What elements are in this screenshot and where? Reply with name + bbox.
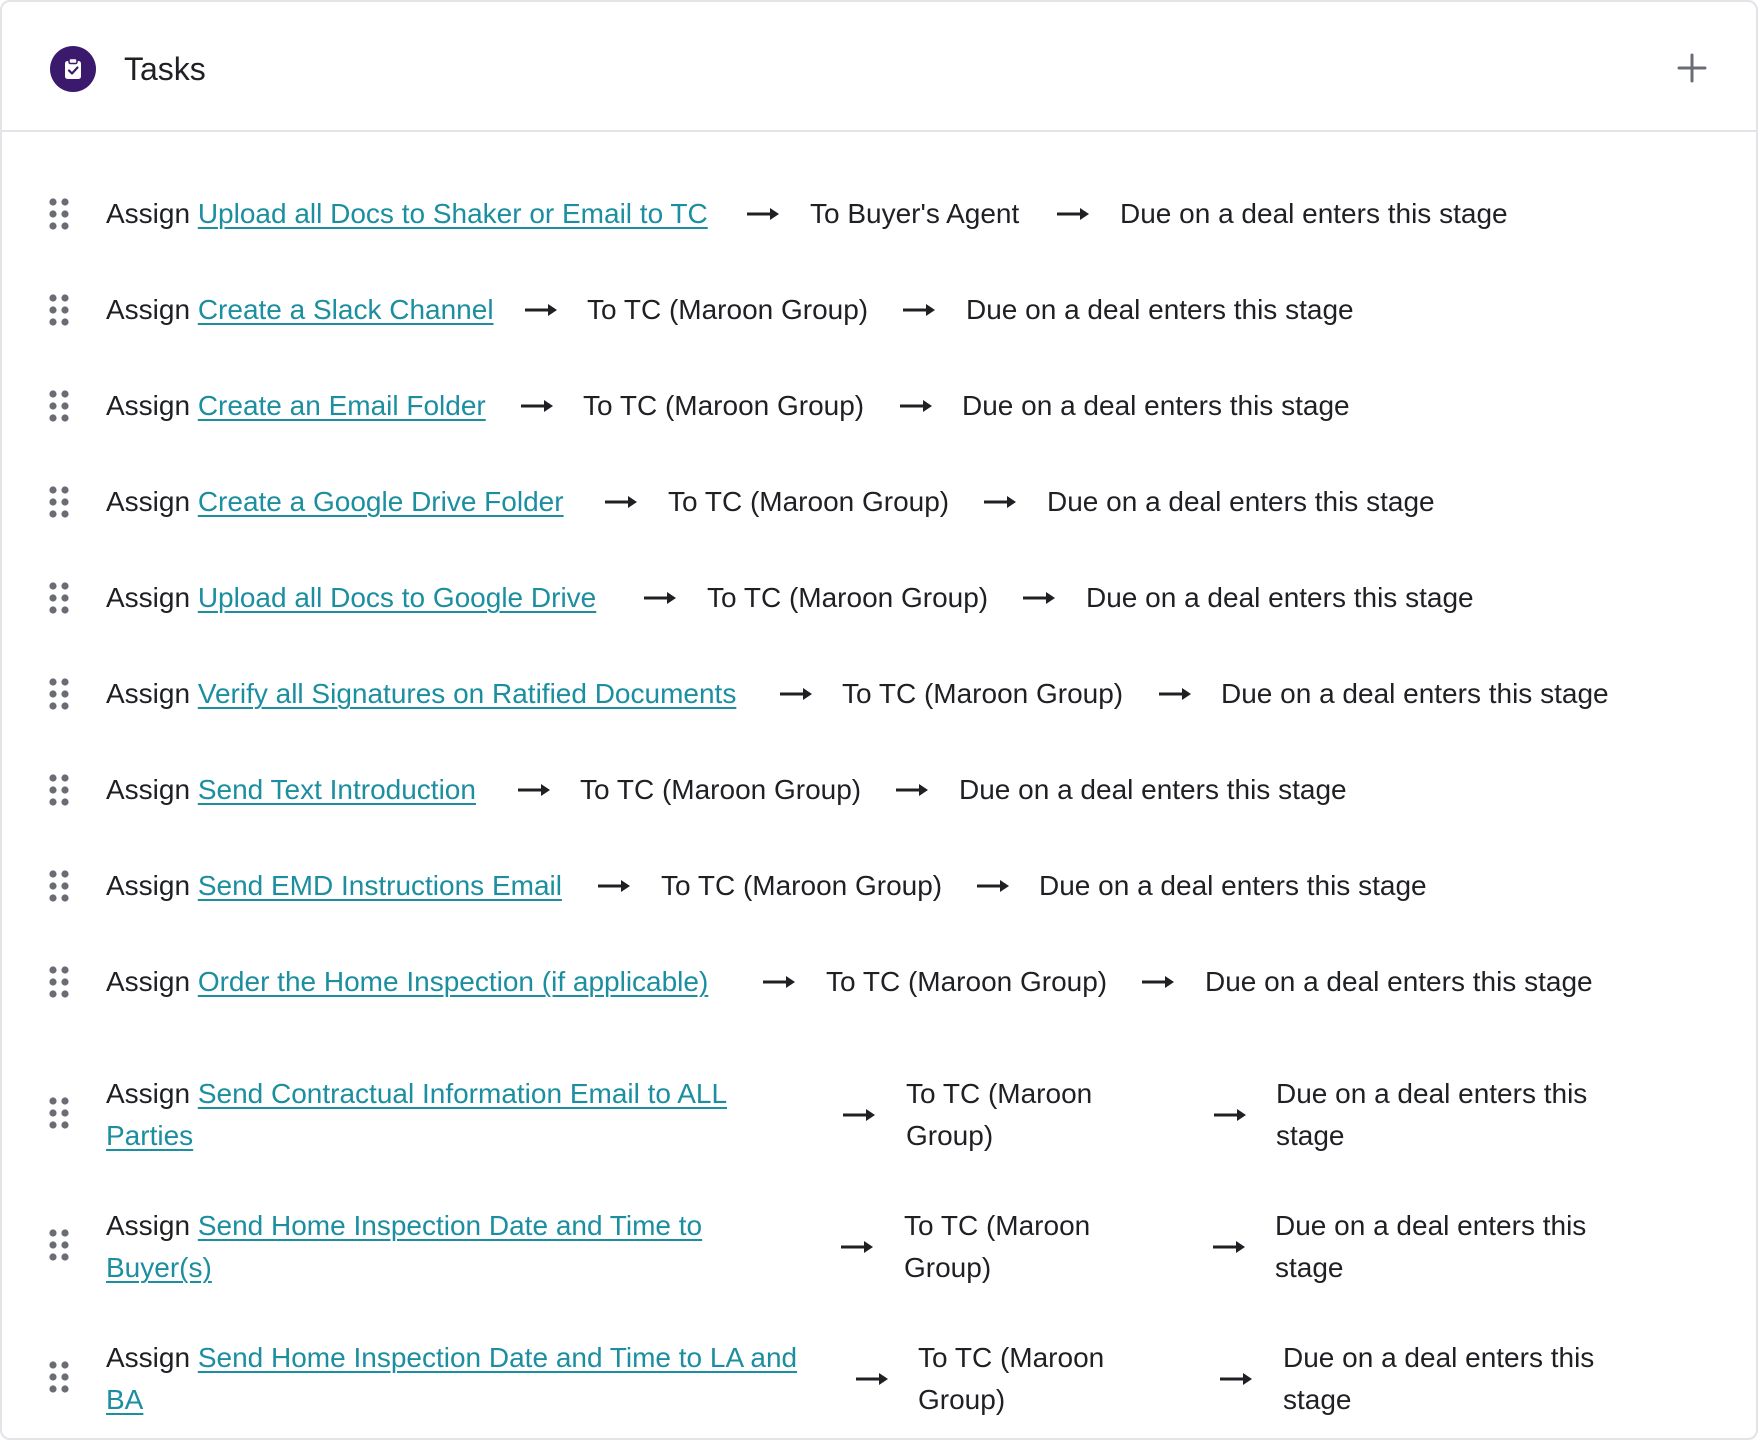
task-description	[106, 385, 486, 427]
arrow-right-icon	[517, 769, 551, 811]
task-assignee: To TC (Maroon Group)	[583, 390, 865, 421]
assign-label: Assign	[106, 198, 191, 229]
task-due: Due on a deal enters this stage	[966, 294, 1354, 325]
task-description	[106, 577, 596, 619]
arrow-right-icon	[899, 385, 933, 427]
arrow-right-icon	[643, 577, 677, 619]
task-description	[106, 1205, 806, 1289]
task-assignee: To TC (Maroon Group)	[580, 774, 862, 805]
drag-handle-icon[interactable]	[48, 485, 70, 519]
task-description	[106, 481, 564, 523]
arrow-right-icon	[902, 289, 936, 331]
drag-handle-icon[interactable]	[48, 293, 70, 327]
task-due: Due on a deal enters this stage	[1047, 486, 1435, 517]
arrow-right-icon	[524, 289, 558, 331]
assign-label: Assign	[106, 1342, 191, 1373]
task-due: Due on a deal enters this stage	[1120, 198, 1508, 229]
task-description	[106, 193, 708, 235]
task-description	[106, 1337, 826, 1421]
task-description	[106, 961, 708, 1003]
assign-label: Assign	[106, 966, 191, 997]
task-assignee: To TC (Maroon Group)	[842, 678, 1124, 709]
drag-handle-icon[interactable]	[48, 677, 70, 711]
drag-handle-icon[interactable]	[48, 1360, 70, 1394]
arrow-right-icon	[1056, 193, 1090, 235]
task-assignee: To TC (Maroon Group)	[587, 294, 869, 325]
assign-label: Assign	[106, 294, 191, 325]
task-assignee: To TC (Maroon Group)	[904, 1210, 1091, 1283]
plus-icon	[1676, 52, 1708, 84]
task-due: Due on a deal enters this stage	[1086, 582, 1474, 613]
task-link[interactable]: Upload all Docs to Google Drive	[197, 582, 597, 613]
arrow-right-icon	[855, 1358, 889, 1400]
drag-handle-icon[interactable]	[48, 965, 70, 999]
drag-handle-icon[interactable]	[48, 197, 70, 231]
arrow-right-icon	[779, 673, 813, 715]
task-link[interactable]: Send Home Inspection Date and Time to LA and BA	[106, 1342, 798, 1415]
task-link[interactable]: Create a Google Drive Folder	[197, 486, 564, 517]
task-description	[106, 673, 736, 715]
arrow-right-icon	[597, 865, 631, 907]
assign-label: Assign	[106, 870, 191, 901]
task-due: Due on a deal enters this stage	[1275, 1210, 1587, 1283]
arrow-right-icon	[976, 865, 1010, 907]
arrow-right-icon	[842, 1094, 876, 1136]
arrow-right-icon	[1213, 1094, 1247, 1136]
task-assignee: To Buyer's Agent	[810, 198, 1020, 229]
arrow-right-icon	[1022, 577, 1056, 619]
task-link[interactable]: Create an Email Folder	[197, 390, 486, 421]
arrow-right-icon	[520, 385, 554, 427]
task-assignee: To TC (Maroon Group)	[826, 966, 1108, 997]
arrow-right-icon	[1212, 1226, 1246, 1268]
task-link[interactable]: Send EMD Instructions Email	[197, 870, 562, 901]
assign-label: Assign	[106, 486, 191, 517]
clipboard-check-icon	[50, 46, 96, 92]
drag-handle-icon[interactable]	[48, 869, 70, 903]
task-assignee: To TC (Maroon Group)	[668, 486, 950, 517]
task-description	[106, 865, 562, 907]
task-link[interactable]: Send Home Inspection Date and Time to Buyer(s)	[106, 1210, 703, 1283]
task-link[interactable]: Create a Slack Channel	[197, 294, 494, 325]
task-assignee: To TC (Maroon Group)	[707, 582, 989, 613]
assign-label: Assign	[106, 1078, 191, 1109]
arrow-right-icon	[840, 1226, 874, 1268]
arrow-right-icon	[1158, 673, 1192, 715]
arrow-right-icon	[1141, 961, 1175, 1003]
task-due: Due on a deal enters this stage	[1205, 966, 1593, 997]
tasks-header	[2, 2, 1756, 132]
task-due: Due on a deal enters this stage	[959, 774, 1347, 805]
add-task-button[interactable]	[1672, 48, 1712, 88]
drag-handle-icon[interactable]	[48, 1228, 70, 1262]
task-due: Due on a deal enters this stage	[1039, 870, 1427, 901]
task-description	[106, 1073, 806, 1157]
drag-handle-icon[interactable]	[48, 389, 70, 423]
assign-label: Assign	[106, 1210, 191, 1241]
task-link[interactable]: Upload all Docs to Shaker or Email to TC	[197, 198, 708, 229]
task-description	[106, 289, 494, 331]
arrow-right-icon	[983, 481, 1017, 523]
task-link[interactable]: Send Contractual Information Email to ALL Parties	[106, 1078, 728, 1151]
task-link[interactable]: Send Text Introduction	[197, 774, 476, 805]
drag-handle-icon[interactable]	[48, 581, 70, 615]
arrow-right-icon	[604, 481, 638, 523]
arrow-right-icon	[895, 769, 929, 811]
arrow-right-icon	[1219, 1358, 1253, 1400]
panel-title: Tasks	[124, 51, 206, 87]
drag-handle-icon[interactable]	[48, 1096, 70, 1130]
task-assignee: To TC (Maroon Group)	[918, 1342, 1105, 1415]
drag-handle-icon[interactable]	[48, 773, 70, 807]
arrow-right-icon	[762, 961, 796, 1003]
task-description	[106, 769, 476, 811]
task-assignee: To TC (Maroon Group)	[661, 870, 943, 901]
task-due: Due on a deal enters this stage	[1221, 678, 1609, 709]
assign-label: Assign	[106, 774, 191, 805]
task-due: Due on a deal enters this stage	[1276, 1078, 1588, 1151]
task-link[interactable]: Verify all Signatures on Ratified Documents	[197, 678, 737, 709]
task-assignee: To TC (Maroon Group)	[906, 1078, 1093, 1151]
assign-label: Assign	[106, 582, 191, 613]
assign-label: Assign	[106, 678, 191, 709]
arrow-right-icon	[746, 193, 780, 235]
task-link[interactable]: Order the Home Inspection (if applicable)	[197, 966, 709, 997]
assign-label: Assign	[106, 390, 191, 421]
task-due: Due on a deal enters this stage	[1283, 1342, 1595, 1415]
task-due: Due on a deal enters this stage	[962, 390, 1350, 421]
